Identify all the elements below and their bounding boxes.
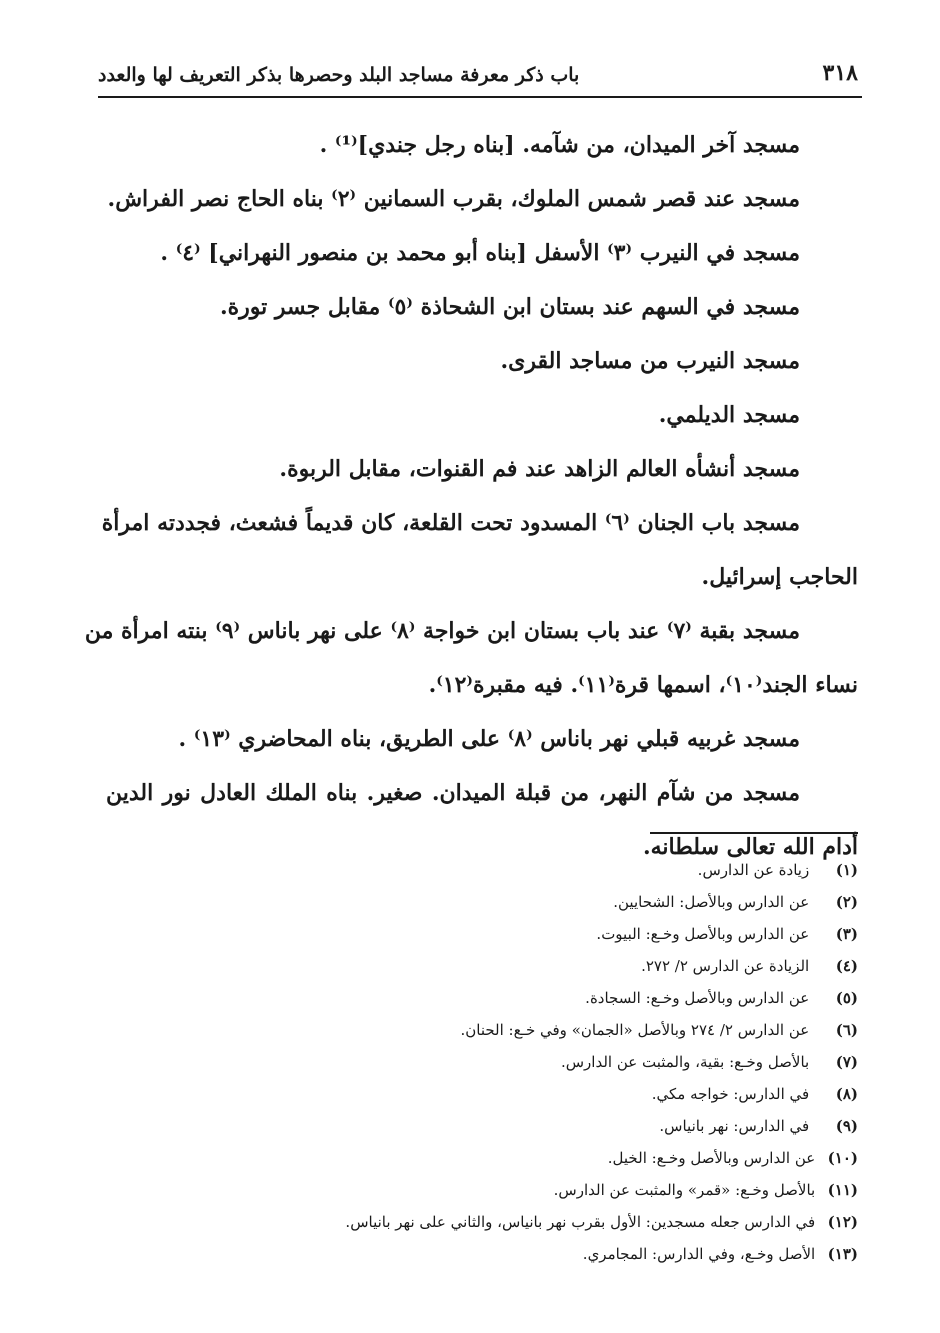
footnote (198, 1014, 858, 1046)
footnote-number: (٧) (835, 1053, 858, 1071)
text-line: مسجد النيرب من مساجد القرى. (500, 348, 800, 374)
text-line: مسجد أنشأه العالم الزاهد عند فم القنوات، مقابل الربوة. (279, 456, 800, 482)
footnotes (198, 854, 858, 1270)
footnote-number: (١) (835, 861, 858, 879)
footnote-text: في الدارس: خواجه مكي. (651, 1085, 810, 1103)
footnote (198, 1046, 858, 1078)
text-line: مسجد بقبة ⁽٧⁾ عند باب بستان ابن خواجة ⁽٨⁾ على نهر باناس ⁽٩⁾ بنته امرأة من (84, 618, 800, 644)
paragraph (101, 496, 858, 604)
footnote-number: (١١) (827, 1181, 858, 1199)
paragraph (106, 388, 800, 442)
page-number: ٣١٨ (822, 60, 858, 86)
footnote-number: (٥) (835, 989, 858, 1007)
footnote (198, 854, 858, 886)
text-line: مسجد من شآم النهر، من قبلة الميدان. صغير. بناه الملك العادل نور الدين (106, 780, 800, 806)
text-line-continued: أدام الله تعالى سلطانه. (642, 834, 858, 860)
footnote (198, 1206, 858, 1238)
footnote-number: (١٣) (827, 1245, 858, 1263)
footnote-text: بالأصل وخـع: «قمر» والمثبت عن الدارس. (553, 1181, 816, 1199)
text-line: مسجد باب الجنان ⁽٦⁾ المسدود تحت القلعة، كان قديماً فشعث، فجددته امرأة (101, 510, 800, 536)
text-line: مسجد آخر الميدان، من شآمه. [بناه رجل جندي]⁽¹⁾ . (319, 132, 800, 158)
footnote (198, 1174, 858, 1206)
footnote (198, 1142, 858, 1174)
footnote-number: (١٠) (827, 1149, 858, 1167)
paragraph (106, 280, 800, 334)
footnote-text: بالأصل وخـع: بقية، والمثبت عن الدارس. (560, 1053, 810, 1071)
footnote-text: الأصل وخـع، وفي الدارس: المجامري. (582, 1245, 816, 1263)
paragraph (106, 334, 800, 388)
footnote-text: عن الدارس وبالأصل: الشحايين. (613, 893, 810, 911)
footnote (198, 950, 858, 982)
text-line-continued: الحاجب إسرائيل. (701, 564, 858, 590)
footnote-text: زيادة عن الدارس. (697, 861, 810, 879)
text-line: مسجد عند قصر شمس الملوك، بقرب السمانين ⁽٢⁾ بناه الحاج نصر الفراش. (107, 186, 800, 212)
footnote-number: (١٢) (827, 1213, 858, 1231)
text-line: مسجد غربيه قبلي نهر باناس ⁽٨⁾ على الطريق، بناه المحاضري ⁽١٣⁾ . (178, 726, 800, 752)
footnote-text: عن الدارس وبالأصل وخـع: الخيل. (607, 1149, 816, 1167)
footnote (198, 886, 858, 918)
page-header (98, 52, 862, 98)
footnote-text: في الدارس: نهر بانياس. (659, 1117, 810, 1135)
main-text (84, 118, 858, 874)
footnote-number: (٣) (835, 925, 858, 943)
text-line: مسجد في النيرب ⁽٣⁾ الأسفل [بناه أبو محمد بن منصور النهراني] ⁽٤⁾ . (160, 240, 800, 266)
text-line: مسجد في السهم عند بستان ابن الشحاذة ⁽٥⁾ مقابل جسر تورة. (219, 294, 800, 320)
footnote (198, 982, 858, 1014)
footnote-number: (٨) (835, 1085, 858, 1103)
paragraph (106, 226, 800, 280)
footnote (198, 1078, 858, 1110)
text-line-continued: نساء الجند⁽١٠⁾، اسمها قرة⁽١١⁾. فيه مقبرة⁽١٢⁾. (428, 672, 858, 698)
paragraph (106, 442, 800, 496)
footnote-number: (٩) (835, 1117, 858, 1135)
footnote-text: عن الدارس وبالأصل وخـع: البيوت. (596, 925, 810, 943)
footnote (198, 918, 858, 950)
footnote-separator (650, 832, 858, 834)
footnote-number: (٦) (835, 1021, 858, 1039)
footnote (198, 1238, 858, 1270)
footnote-text: عن الدارس ٢/ ٢٧٤ وبالأصل «الجمان» وفي خـع: الحنان. (460, 1021, 810, 1039)
paragraph (84, 604, 858, 712)
running-title: باب ذكر معرفة مساجد البلد وحصرها بذكر التعريف لها والعدد (98, 64, 580, 86)
footnote-text: عن الدارس وبالأصل وخـع: السجادة. (585, 989, 810, 1007)
text-line: مسجد الديلمي. (658, 402, 800, 428)
paragraph (106, 172, 800, 226)
footnote (198, 1110, 858, 1142)
footnote-number: (٢) (835, 893, 858, 911)
footnote-number: (٤) (835, 957, 858, 975)
paragraph (106, 712, 800, 766)
footnote-text: في الدارس جعله مسجدين: الأول بقرب نهر بانياس، والثاني على نهر بانياس. (345, 1213, 816, 1231)
footnote-text: الزيادة عن الدارس ٢/ ٢٧٢. (641, 957, 810, 975)
paragraph (106, 118, 800, 172)
